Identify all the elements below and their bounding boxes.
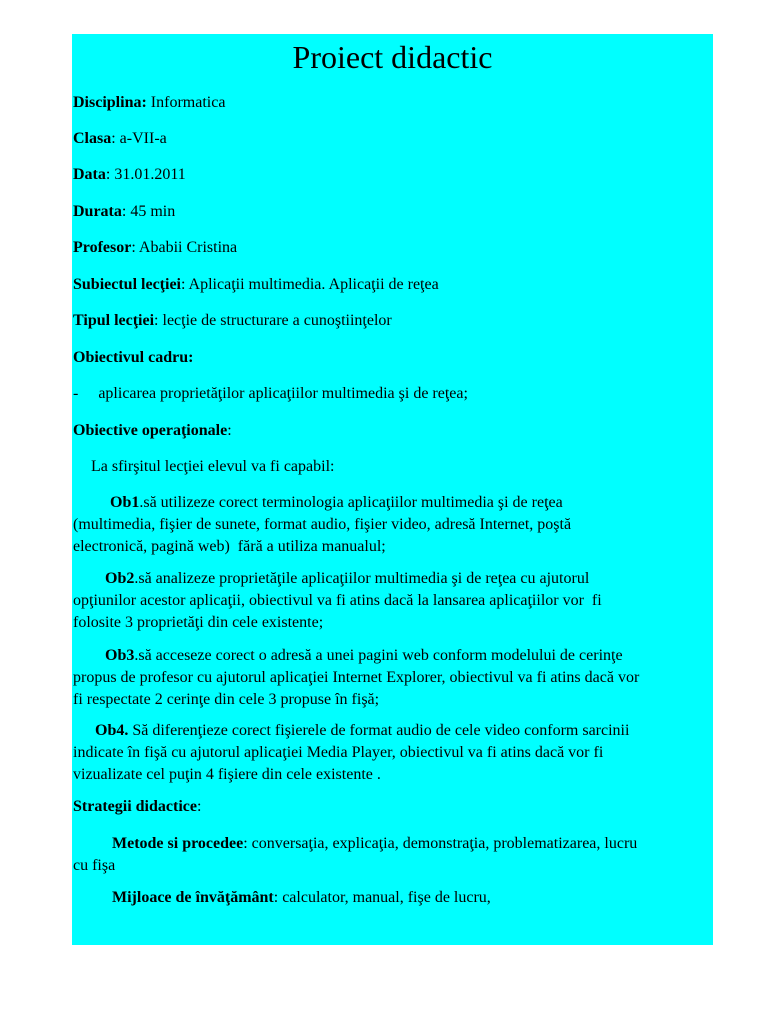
objective-text: .să analizeze proprietăţile aplicaţiilor multimedia şi de reţea cu ajutorul [134,570,590,587]
mijloace-invatamant [73,887,491,909]
field-tipul [73,310,392,332]
field-value: : 45 min [121,203,176,220]
objective-ob2 [73,568,713,634]
mijloace-label: Mijloace de învăţământ [112,889,274,906]
objective-text: folosite 3 proprietăţi din cele existente; [73,614,324,631]
objective-text: fi respectate 2 cerinţe din cele 3 propuse în fişă; [73,691,380,708]
field-label: Tipul lecţiei [73,312,155,329]
field-clasa [73,128,167,150]
metode-text: cu fişa [73,857,116,874]
field-label: Durata [73,203,122,220]
objective-label: Ob3 [105,647,135,664]
field-value: : Ababii Cristina [131,239,238,256]
objective-text: Să diferenţieze corect fişierele de format audio de cele video conform sarcinii [128,722,630,739]
objective-text: propus de profesor cu ajutorul aplicaţiei Internet Explorer, obiectivul va fi atins dacă vor [73,669,640,686]
field-value: Informatica [146,94,226,111]
objective-text: .să acceseze corect o adresă a unei pagini web conform modelului de cerinţe [134,647,623,664]
field-label: Data [73,166,106,183]
field-value: : a-VII-a [111,130,167,147]
document-page [72,34,713,945]
field-label: Clasa [73,130,112,147]
document-title: Proiect didactic [292,39,493,75]
obiectivul-cadru-item: - aplicarea proprietăţilor aplicaţiilor multimedia şi de reţea; [73,385,468,402]
section-suffix: : [227,422,232,439]
section-suffix: : [196,798,202,815]
field-value: : lecţie de structurare a cunoştiinţelor [154,312,392,329]
section-label: Obiective operaţionale [73,422,228,439]
objective-text: electronică, pagină web) fără a utiliza manualul; [73,538,386,555]
field-label: Subiectul lecţiei [73,276,181,293]
field-label: Disciplina: [73,94,147,111]
metode-label: Metode si procedee [112,835,244,852]
field-value: : 31.01.2011 [105,166,186,183]
objective-ob1 [73,492,713,558]
field-durata [73,201,175,223]
metode-procedee [73,833,713,877]
section-label: Obiectivul cadru: [73,349,194,366]
objective-text: indicate în fişă cu ajutorul aplicaţiei Media Player, obiectivul va fi atins dacă vor fi [73,744,604,761]
field-disciplina [73,92,225,114]
obiectivul-cadru-heading [73,347,193,369]
field-label: Profesor [73,239,132,256]
objective-ob3 [73,645,713,711]
objective-text: vizualizate cel puţin 4 fişiere din cele existente . [73,766,381,783]
objective-text: .să utilizeze corect terminologia aplicaţiilor multimedia şi de reţea [139,494,563,511]
obiective-operationale-heading [73,420,232,442]
section-label: Strategii didactice [73,798,197,815]
field-subiectul [73,274,439,296]
objective-label: Ob2 [105,570,135,587]
field-value: : Aplicaţii multimedia. Aplicaţii de reţea [180,276,439,293]
objective-text: (multimedia, fişier de sunete, format audio, fişier video, adresă Internet, poştă [73,516,572,533]
objective-label: Ob4. [95,722,129,739]
objective-ob4 [73,720,713,786]
metode-text: : conversaţia, explicaţia, demonstraţia, problematizarea, lucru [243,835,638,852]
strategii-heading [73,796,201,818]
field-profesor [73,237,237,259]
objective-label: Ob1 [110,494,140,511]
mijloace-text: : calculator, manual, fişe de lucru, [273,889,491,906]
field-data [73,164,186,186]
obiective-intro: La sfirşitul lecţiei elevul va fi capabil: [91,458,335,475]
objective-text: opţiunilor acestor aplicaţii, obiectivul va fi atins dacă la lansarea aplicaţiilor vor fi [73,592,602,609]
